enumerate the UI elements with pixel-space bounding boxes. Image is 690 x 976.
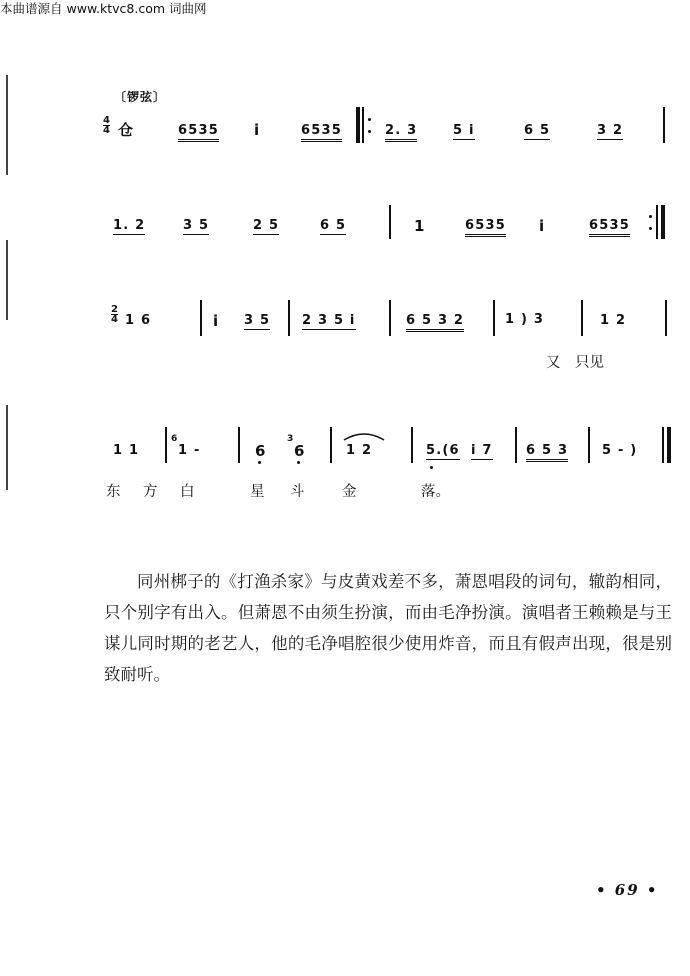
lyric-char: 落。: [421, 484, 450, 500]
barline: [493, 300, 495, 336]
barline: [588, 427, 590, 463]
note-group: 5 - ): [602, 443, 638, 458]
source-header: [0, 0, 260, 18]
note: 1: [414, 217, 425, 235]
barline: [200, 300, 202, 336]
barline: [656, 205, 658, 239]
note-group: 3 5: [244, 313, 271, 328]
note-group: 6 5 3: [526, 444, 568, 462]
grace-note: 6: [171, 434, 178, 444]
note: i: [539, 217, 545, 235]
barline: [581, 300, 583, 336]
final-barline: [667, 427, 671, 463]
repeat-dot: [649, 227, 652, 230]
cang-syllable: 仓: [118, 121, 134, 139]
scan-edge-mark: [6, 75, 8, 175]
barline: [389, 205, 391, 239]
note-group: 6 5 3 2: [406, 314, 464, 332]
note-group: 6 5: [524, 123, 551, 138]
note-group: 3 5: [183, 218, 210, 233]
time-signature: [103, 116, 110, 135]
time-sig-den: 4: [111, 314, 118, 325]
barline: [389, 300, 391, 336]
note-group: 6 5: [320, 218, 347, 233]
note-group: 1 6: [125, 313, 152, 328]
scan-edge-mark: [6, 405, 8, 490]
slur-mark: [341, 428, 387, 442]
time-sig-num: 2: [111, 304, 118, 315]
site-url-link[interactable]: www.ktvc8.com: [66, 1, 166, 16]
note-group: 6535: [465, 219, 506, 237]
note-group: 1 -: [178, 443, 201, 458]
site-name: 本曲谱源自: [0, 1, 63, 16]
barline: [663, 107, 665, 143]
note-group: 3 2: [597, 123, 624, 138]
lyric-char: 金: [342, 484, 357, 500]
paragraph-text: 同州梆子的《打渔杀家》与皮黄戏差不多，萧恩唱段的词句，辙韵相同，只个别字有出入。但萧恩不由须生扮演，而由毛净扮演。演唱者王赖赖是与王谋儿同时期的老艺人，他的毛净唱腔很少使用炸音，而且有假声出现，很是别致耐听。: [104, 572, 672, 684]
barline: [515, 427, 517, 463]
site-label: 词曲网: [169, 1, 207, 16]
barline: [411, 427, 413, 463]
note: 6: [255, 442, 266, 460]
note-group: 6535: [178, 124, 219, 142]
scan-edge-mark: [6, 240, 8, 320]
barline: [165, 427, 167, 463]
note: 6: [294, 442, 305, 460]
repeat-barline: [661, 205, 665, 239]
note: i: [213, 312, 219, 330]
lyric-char: 东: [106, 484, 121, 500]
note-group: i 7: [471, 443, 493, 458]
time-sig-num: 4: [103, 115, 110, 126]
octave-dot: [297, 461, 300, 464]
barline: [330, 427, 332, 463]
note-group: 2 5: [253, 218, 280, 233]
lyric-char: 星: [250, 484, 265, 500]
barline: [362, 107, 364, 143]
note: i: [254, 121, 260, 139]
instrument-label: 〔锣弦〕: [114, 90, 167, 104]
slurred-notes: 1 2: [346, 443, 373, 458]
lyric-char: 斗: [290, 484, 305, 500]
note-group: 5.(6: [426, 443, 460, 458]
commentary-paragraph: [104, 566, 672, 690]
time-signature: [111, 305, 118, 324]
note-group: 1. 2: [113, 218, 146, 233]
repeat-barline: [356, 107, 360, 143]
note-group: 1 1: [113, 443, 140, 458]
note-group: 1 2: [600, 313, 627, 328]
note-group: 2 3 5 i: [302, 313, 356, 328]
barline: [288, 300, 290, 336]
repeat-dot: [649, 215, 652, 218]
octave-dot: [258, 461, 261, 464]
lyric-char: 白: [180, 484, 195, 500]
time-sig-den: 4: [103, 125, 110, 136]
barline: [238, 427, 240, 463]
repeat-dot: [368, 130, 371, 133]
octave-dot: [430, 466, 433, 469]
note-group: 6535: [589, 219, 630, 237]
repeat-dot: [368, 118, 371, 121]
barline: [662, 427, 664, 463]
lyric-line: 又 只见: [546, 355, 604, 371]
lyric-char: 方: [143, 484, 158, 500]
note-group: 5 i: [453, 123, 475, 138]
note-group: 6535: [301, 124, 342, 142]
note-group: 2. 3: [385, 124, 417, 142]
page-number: • 69 •: [596, 881, 659, 899]
note-group: 1 ) 3: [505, 312, 545, 327]
barline: [665, 300, 667, 336]
grace-note: 3: [287, 434, 294, 444]
